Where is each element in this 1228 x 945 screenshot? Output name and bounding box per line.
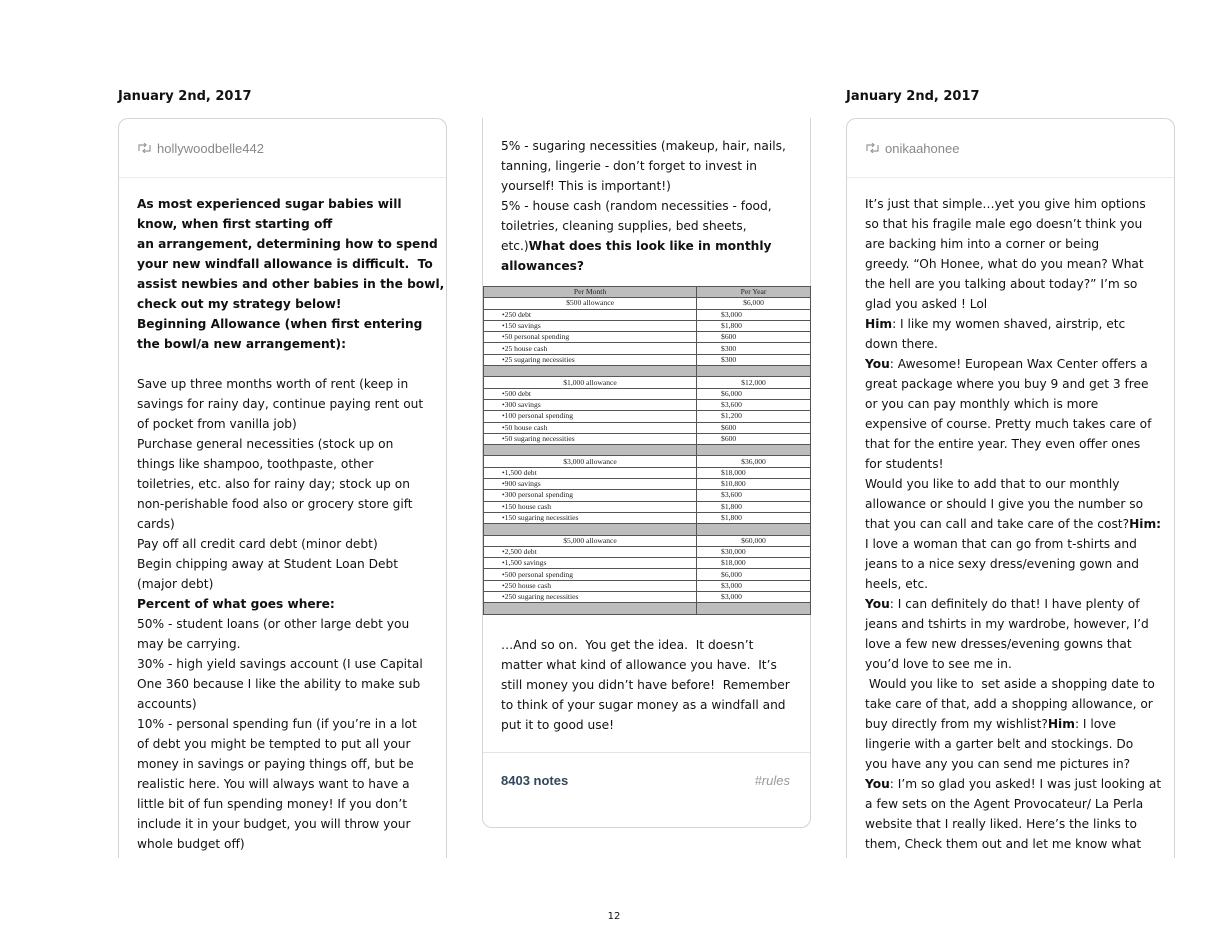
table-cell: $18,000 bbox=[697, 558, 811, 569]
table-row bbox=[484, 467, 811, 478]
table-cell: $60,000 bbox=[697, 535, 811, 546]
text-line bbox=[501, 695, 810, 715]
text: so that his fragile male ego doesn’t think you bbox=[865, 217, 1143, 231]
table-cell: $10,800 bbox=[697, 479, 811, 490]
page-number: 12 bbox=[607, 911, 621, 922]
table-cell: $18,000 bbox=[697, 467, 811, 478]
text: One 360 because I like the ability to make sub bbox=[137, 677, 421, 691]
text: that you can call and take care of the cost? bbox=[865, 517, 1130, 531]
text: toiletries, cleaning supplies, bed sheets, bbox=[501, 219, 747, 233]
bold-text: check out my strategy below! bbox=[137, 297, 342, 311]
text: Would you like to add that to our monthly bbox=[865, 477, 1120, 491]
table-row bbox=[484, 479, 811, 490]
text: heels, etc. bbox=[865, 577, 929, 591]
text: are backing him into a corner or being bbox=[865, 237, 1100, 251]
table-row bbox=[484, 332, 811, 343]
text-line bbox=[137, 294, 446, 314]
table-cell: •50 house cash bbox=[484, 422, 697, 433]
text-line bbox=[865, 354, 1174, 374]
table-cell: •150 house cash bbox=[484, 501, 697, 512]
table-cell: •2,500 debt bbox=[484, 546, 697, 557]
text: include it in your budget, you will throw your bbox=[137, 817, 411, 831]
text: non-perishable food also or grocery store gift bbox=[137, 497, 413, 511]
text-line bbox=[137, 634, 446, 654]
username-link[interactable]: hollywoodbelle442 bbox=[157, 140, 264, 156]
text: little bit of fun spending money! If you don’t bbox=[137, 797, 407, 811]
table-row bbox=[484, 309, 811, 320]
text: 5% - house cash (random necessities - food, bbox=[501, 199, 772, 213]
text-line bbox=[865, 514, 1174, 534]
table-cell: •900 savings bbox=[484, 479, 697, 490]
text: glad you asked ! Lol bbox=[865, 297, 988, 311]
table-cell: •50 sugaring necessities bbox=[484, 433, 697, 444]
text-line bbox=[137, 774, 446, 794]
text: a few sets on the Agent Provocateur/ La Perla bbox=[865, 797, 1144, 811]
text-line bbox=[865, 494, 1174, 514]
text-line bbox=[865, 614, 1174, 634]
text: them, Check them out and let me know what bbox=[865, 837, 1142, 851]
text-line bbox=[865, 794, 1174, 814]
bold-text: an arrangement, determining how to spend bbox=[137, 237, 438, 251]
text-line bbox=[865, 554, 1174, 574]
text: great package where you buy 9 and get 3 free bbox=[865, 377, 1149, 391]
bold-text: your new windfall allowance is difficult. To bbox=[137, 257, 433, 271]
table-cell bbox=[697, 445, 811, 456]
text: accounts) bbox=[137, 697, 197, 711]
text-line bbox=[865, 454, 1174, 474]
text: website that I really liked. Here’s the links to bbox=[865, 817, 1138, 831]
text: toiletries, etc. also for rainy day; stock up on bbox=[137, 477, 410, 491]
text-line bbox=[501, 635, 810, 655]
text-line bbox=[865, 714, 1174, 734]
table-cell: Per Year bbox=[697, 287, 811, 298]
text: matter what kind of allowance you have. It’s bbox=[501, 657, 777, 672]
table-row bbox=[484, 569, 811, 580]
table-cell bbox=[697, 366, 811, 377]
text-line bbox=[865, 734, 1174, 754]
table-row bbox=[484, 287, 811, 298]
text-line bbox=[137, 554, 446, 574]
text: for students! bbox=[865, 457, 944, 471]
text-line bbox=[865, 334, 1174, 354]
text-line bbox=[865, 654, 1174, 674]
text: of pocket from vanilla job) bbox=[137, 417, 297, 431]
text-line bbox=[501, 216, 810, 236]
table-cell: $6,000 bbox=[697, 298, 811, 309]
table-row bbox=[484, 445, 811, 456]
table-cell: $30,000 bbox=[697, 546, 811, 557]
text-line bbox=[865, 294, 1174, 314]
text-line bbox=[865, 194, 1174, 214]
text: realistic here. You will always want to have a bbox=[137, 777, 410, 791]
table-cell: $36,000 bbox=[697, 456, 811, 467]
text-line bbox=[137, 354, 446, 374]
text: …And so on. You get the idea. It doesn’t bbox=[501, 637, 754, 652]
text-line bbox=[137, 374, 446, 394]
table-cell bbox=[484, 603, 697, 614]
post-body bbox=[847, 178, 1174, 854]
text: take care of that, add a shopping allowance, or bbox=[865, 697, 1153, 711]
table-row bbox=[484, 399, 811, 410]
table-row bbox=[484, 354, 811, 365]
table-cell bbox=[484, 366, 697, 377]
text: savings for rainy day, continue paying rent out bbox=[137, 397, 424, 411]
text: It’s just that simple…yet you give him options bbox=[865, 197, 1146, 211]
table-cell: $3,600 bbox=[697, 490, 811, 501]
text-line bbox=[501, 136, 810, 156]
text: you have any you can send me pictures in? bbox=[865, 757, 1131, 771]
post-body-bottom bbox=[483, 615, 810, 752]
post-body bbox=[119, 178, 446, 854]
table-row bbox=[484, 298, 811, 309]
text-line bbox=[137, 194, 446, 214]
text-line bbox=[865, 634, 1174, 654]
text: put it to good use! bbox=[501, 717, 614, 732]
post-header bbox=[119, 119, 446, 178]
text-line bbox=[137, 314, 446, 334]
table-cell: •100 personal spending bbox=[484, 411, 697, 422]
text-line bbox=[137, 614, 446, 634]
table-row bbox=[484, 422, 811, 433]
text-line bbox=[137, 394, 446, 414]
table-cell: $6,000 bbox=[697, 388, 811, 399]
table-cell: $300 bbox=[697, 354, 811, 365]
text-line bbox=[137, 754, 446, 774]
table-cell: $3,000 bbox=[697, 580, 811, 591]
text-line bbox=[865, 254, 1174, 274]
table-cell: $600 bbox=[697, 332, 811, 343]
text-line bbox=[137, 454, 446, 474]
table-cell: $3,600 bbox=[697, 399, 811, 410]
text: : I’m so glad you asked! I was just looking at bbox=[889, 777, 1162, 791]
text-line bbox=[501, 256, 810, 276]
text-line bbox=[137, 274, 446, 294]
bold-text: Him: bbox=[1129, 517, 1162, 531]
text-line bbox=[137, 434, 446, 454]
bold-text: What does this look like in monthly bbox=[528, 239, 772, 253]
text-line bbox=[865, 574, 1174, 594]
text-line bbox=[137, 414, 446, 434]
text: Purchase general necessities (stock up on bbox=[137, 437, 394, 451]
text: 50% - student loans (or other large debt you bbox=[137, 617, 410, 631]
text-line bbox=[137, 694, 446, 714]
table-cell: Per Month bbox=[484, 287, 697, 298]
text-line bbox=[137, 334, 446, 354]
table-row bbox=[484, 580, 811, 591]
text: jeans and tshirts in my wardrobe, however, I’d bbox=[865, 617, 1149, 631]
text: buy directly from my wishlist? bbox=[865, 717, 1048, 731]
bold-text: know, when first starting off bbox=[137, 217, 333, 231]
table-row bbox=[484, 320, 811, 331]
table-cell: •300 personal spending bbox=[484, 490, 697, 501]
bold-text: the bowl/a new arrangement): bbox=[137, 337, 346, 351]
bold-text: Percent of what goes where: bbox=[137, 597, 335, 611]
table-cell: $3,000 bbox=[697, 592, 811, 603]
text: things like shampoo, toothpaste, other bbox=[137, 457, 374, 471]
table-cell: •25 sugaring necessities bbox=[484, 354, 697, 365]
text: : I can definitely do that! I have plenty of bbox=[889, 597, 1140, 611]
table-row bbox=[484, 433, 811, 444]
text-line bbox=[137, 474, 446, 494]
table-row bbox=[484, 524, 811, 535]
table-cell: $1,000 allowance bbox=[484, 377, 697, 388]
text-line bbox=[501, 196, 810, 216]
table-row bbox=[484, 592, 811, 603]
text: etc.) bbox=[501, 239, 529, 253]
username-link[interactable]: onikaahonee bbox=[885, 140, 960, 156]
text-line bbox=[137, 514, 446, 534]
table-cell: $5,000 allowance bbox=[484, 535, 697, 546]
text: of debt you might be tempted to put all your bbox=[137, 737, 411, 751]
text: I love a woman that can go from t-shirts and bbox=[865, 537, 1137, 551]
table-cell: •300 savings bbox=[484, 399, 697, 410]
bold-text: As most experienced sugar babies will bbox=[137, 197, 402, 211]
table-cell: $12,000 bbox=[697, 377, 811, 388]
text-line bbox=[865, 214, 1174, 234]
text: 30% - high yield savings account (I use Capital bbox=[137, 657, 423, 671]
text-line bbox=[137, 214, 446, 234]
text-line bbox=[137, 594, 446, 614]
text-line bbox=[501, 156, 810, 176]
post-header bbox=[847, 119, 1174, 178]
table-cell: •250 debt bbox=[484, 309, 697, 320]
text: greedy. “Oh Honee, what do you mean? What bbox=[865, 257, 1144, 271]
table-cell: •250 sugaring necessities bbox=[484, 592, 697, 603]
text: may be carrying. bbox=[137, 637, 241, 651]
post-footer bbox=[483, 752, 810, 809]
text-line bbox=[865, 274, 1174, 294]
text: tanning, lingerie - don’t forget to invest in bbox=[501, 159, 757, 173]
post-date: January 2nd, 2017 bbox=[118, 89, 252, 104]
table-cell bbox=[697, 524, 811, 535]
text-line bbox=[865, 314, 1174, 334]
text-line bbox=[865, 814, 1174, 834]
text: money in savings or paying things off, but be bbox=[137, 757, 414, 771]
bold-text: Beginning Allowance (when first entering bbox=[137, 317, 423, 331]
bold-text: You bbox=[865, 777, 890, 791]
text-line bbox=[137, 574, 446, 594]
text: you’d love to see me in. bbox=[865, 657, 1012, 671]
text bbox=[137, 357, 141, 371]
bold-text: Him bbox=[1047, 717, 1075, 731]
table-cell: $600 bbox=[697, 433, 811, 444]
text-line bbox=[865, 414, 1174, 434]
table-cell: $6,000 bbox=[697, 569, 811, 580]
text-line bbox=[865, 374, 1174, 394]
text: expensive of course. Pretty much takes care of bbox=[865, 417, 1152, 431]
text: Would you like to set aside a shopping date to bbox=[865, 677, 1155, 691]
table-row bbox=[484, 377, 811, 388]
text: 5% - sugaring necessities (makeup, hair, nails, bbox=[501, 139, 786, 153]
table-row bbox=[484, 501, 811, 512]
table-cell: $3,000 bbox=[697, 309, 811, 320]
post-date: January 2nd, 2017 bbox=[846, 89, 980, 104]
table-row bbox=[484, 558, 811, 569]
text-line bbox=[501, 675, 810, 695]
table-cell: $300 bbox=[697, 343, 811, 354]
text-line bbox=[865, 834, 1174, 854]
table-row bbox=[484, 456, 811, 467]
bold-text: You bbox=[865, 597, 890, 611]
text-line bbox=[137, 674, 446, 694]
text-line bbox=[137, 234, 446, 254]
table-row bbox=[484, 546, 811, 557]
text-line bbox=[137, 814, 446, 834]
text-line bbox=[137, 254, 446, 274]
table-cell bbox=[697, 603, 811, 614]
post-body-top bbox=[483, 118, 810, 276]
text-line bbox=[865, 534, 1174, 554]
text-line bbox=[137, 534, 446, 554]
bold-text: assist newbies and other babies in the bowl, bbox=[137, 277, 445, 291]
text-line bbox=[137, 834, 446, 854]
text: to think of your sugar money as a windfall and bbox=[501, 697, 786, 712]
text-line bbox=[501, 715, 810, 735]
text: down there. bbox=[865, 337, 938, 351]
text: the hell are you talking about today?” I’m so bbox=[865, 277, 1138, 291]
text: love a few new dresses/evening gowns that bbox=[865, 637, 1132, 651]
post-card-continued bbox=[482, 118, 811, 828]
text-line bbox=[865, 434, 1174, 454]
notes-count-link[interactable]: 8403 notes bbox=[501, 773, 569, 789]
text: Pay off all credit card debt (minor debt) bbox=[137, 537, 378, 551]
post-card-onikaahonee bbox=[846, 118, 1175, 858]
text-line bbox=[501, 655, 810, 675]
text: that for the entire year. They even offer ones bbox=[865, 437, 1141, 451]
text-line bbox=[865, 774, 1174, 794]
table-row bbox=[484, 535, 811, 546]
bold-text: Him bbox=[865, 317, 893, 331]
table-cell: $600 bbox=[697, 422, 811, 433]
text: jeans to a nice sexy dress/evening gown and bbox=[865, 557, 1139, 571]
table-cell: •250 house cash bbox=[484, 580, 697, 591]
text-line bbox=[137, 714, 446, 734]
text-line bbox=[137, 794, 446, 814]
table-cell: •50 personal spending bbox=[484, 332, 697, 343]
table-cell: •150 sugaring necessities bbox=[484, 512, 697, 523]
text-line bbox=[865, 594, 1174, 614]
table-cell: $1,200 bbox=[697, 411, 811, 422]
text-line bbox=[865, 474, 1174, 494]
text: : I love bbox=[1074, 717, 1116, 731]
table-cell: $500 allowance bbox=[484, 298, 697, 309]
text-line bbox=[501, 176, 810, 196]
table-cell: $1,800 bbox=[697, 320, 811, 331]
text: cards) bbox=[137, 517, 175, 531]
text-line bbox=[865, 694, 1174, 714]
table-cell: •500 debt bbox=[484, 388, 697, 399]
table-cell: •500 personal spending bbox=[484, 569, 697, 580]
text: 10% - personal spending fun (if you’re in a lot bbox=[137, 717, 417, 731]
table-cell: $1,800 bbox=[697, 501, 811, 512]
tag-link[interactable]: #rules bbox=[754, 773, 790, 789]
table-row bbox=[484, 490, 811, 501]
post-card-hollywoodbelle442 bbox=[118, 118, 447, 858]
text: allowance or should I give you the number so bbox=[865, 497, 1144, 511]
text: whole budget off) bbox=[137, 837, 245, 851]
table-row bbox=[484, 512, 811, 523]
table-row bbox=[484, 603, 811, 614]
table-cell bbox=[484, 524, 697, 535]
table-cell: •150 savings bbox=[484, 320, 697, 331]
table-cell: $3,000 allowance bbox=[484, 456, 697, 467]
table-cell: $1,800 bbox=[697, 512, 811, 523]
table-cell bbox=[484, 445, 697, 456]
reblog-icon bbox=[138, 143, 151, 153]
table-row bbox=[484, 366, 811, 377]
text: or you can pay monthly which is more bbox=[865, 397, 1099, 411]
table-cell: •1,500 debt bbox=[484, 467, 697, 478]
text: Save up three months worth of rent (keep in bbox=[137, 377, 409, 391]
text: yourself! This is important!) bbox=[501, 179, 671, 193]
table-row bbox=[484, 343, 811, 354]
text: lingerie with a garter belt and stockings. Do bbox=[865, 737, 1134, 751]
text: : Awesome! European Wax Center offers a bbox=[889, 357, 1148, 371]
table-row bbox=[484, 411, 811, 422]
text: (major debt) bbox=[137, 577, 214, 591]
text: : I like my women shaved, airstrip, etc bbox=[892, 317, 1126, 331]
table-cell: •1,500 savings bbox=[484, 558, 697, 569]
text: Begin chipping away at Student Loan Debt bbox=[137, 557, 399, 571]
text: still money you didn’t have before! Remember bbox=[501, 677, 790, 692]
reblog-icon bbox=[866, 143, 879, 153]
table-row bbox=[484, 388, 811, 399]
bold-text: allowances? bbox=[501, 259, 584, 273]
text-line bbox=[137, 734, 446, 754]
allowance-table bbox=[483, 286, 811, 615]
text-line bbox=[865, 394, 1174, 414]
table-cell: •25 house cash bbox=[484, 343, 697, 354]
bold-text: You bbox=[865, 357, 890, 371]
text-line bbox=[865, 234, 1174, 254]
text-line bbox=[137, 494, 446, 514]
text-line bbox=[137, 654, 446, 674]
text-line bbox=[865, 754, 1174, 774]
text-line bbox=[501, 236, 810, 256]
text-line bbox=[865, 674, 1174, 694]
